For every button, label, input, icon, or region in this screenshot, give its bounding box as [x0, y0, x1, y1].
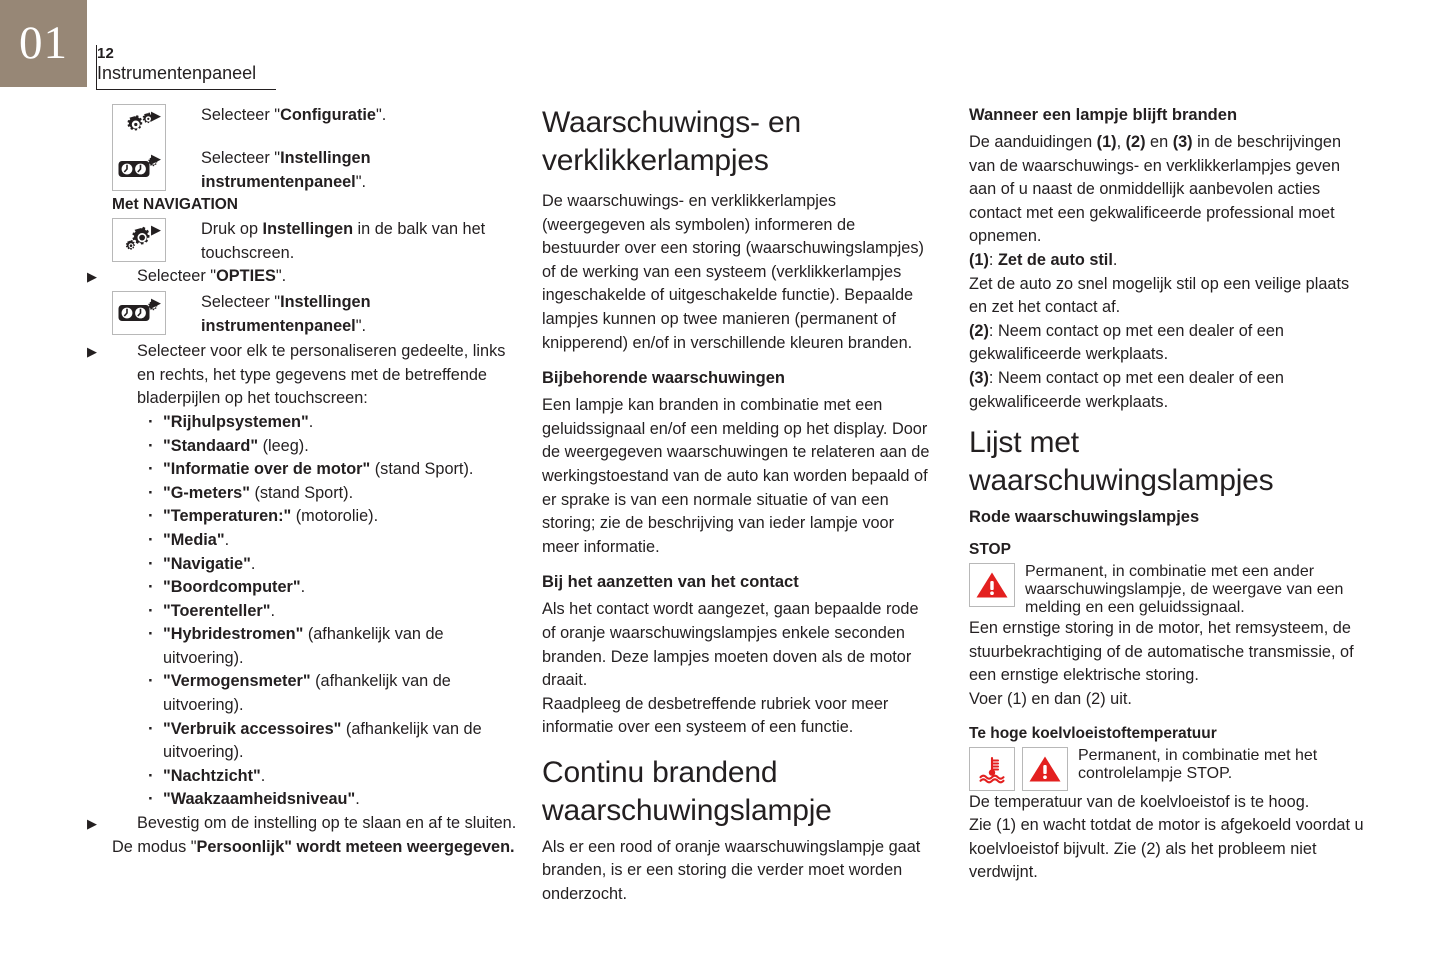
step-instellingen1-bold: Instellingen instrumentenpaneel [201, 149, 371, 191]
option-bold: "Media" [163, 530, 225, 549]
page-section-title: Instrumentenpaneel [97, 63, 257, 83]
option-rest: (afhankelijk van de uitvoering). [163, 672, 451, 715]
step-opties [112, 265, 526, 289]
coolant-body-2: Zie (1) en wacht totdat de motor is afgekoeld voordat u koelvloeistof bijvult. Zie (2) als het probleem niet verdwijnt. [969, 816, 1364, 882]
option-rest: (stand Sport). [249, 483, 354, 502]
list-item [146, 435, 526, 459]
option-bold: "Toerenteller" [163, 601, 271, 620]
stop-icon-group [969, 563, 1015, 607]
step-configuratie-bold: Configuratie [280, 106, 376, 124]
step-marker [176, 291, 201, 315]
heading-bij-het-aanzetten: Bij het aanzetten van het contact [542, 573, 799, 592]
option-bold: "Navigatie" [163, 554, 251, 573]
coolant-warning-row [969, 747, 1365, 791]
list-item [146, 623, 526, 670]
coolant-icon-text: Permanent, in combinatie met het controlelampje STOP. [1078, 746, 1318, 782]
ref-1: (1) [1096, 133, 1117, 151]
step-opties-bold: OPTIES [216, 267, 276, 286]
step-marker [176, 104, 201, 128]
list-item [146, 458, 526, 482]
item-3-body: : Neem contact op met een dealer of een gekwalificeerde werkplaats. [969, 368, 1284, 411]
section-title-lijst: Lijst met waarschuwingslampjes [969, 426, 1274, 498]
option-rest: . [270, 601, 275, 620]
step-bevestig-text: Bevestig om de instelling op te slaan en af te sluiten. [137, 814, 517, 833]
chapter-badge [0, 0, 87, 87]
list-item [146, 553, 526, 577]
column-3 [961, 104, 1373, 960]
item-2-label: (2) [969, 321, 989, 340]
ref-3: (3) [1172, 133, 1193, 151]
item-1-body: Zet de auto zo snel mogelijk stil op een veilige plaats en zet het contact af. [969, 274, 1350, 317]
option-rest: (afhankelijk van de uitvoering). [163, 719, 482, 762]
coolant-body-1: De temperatuur van de koelvloeistof is te hoog. [969, 792, 1310, 811]
wanneer-post: in de beschrijvingen van de waarschuwings- en verklikkerlampjes geven aan of u naast de onmiddellijk aanbevolen acties contact met een gekwalificeerde professional moet opnemen. [969, 133, 1342, 246]
option-rest: . [224, 530, 230, 549]
step-instellingen2-pre: Selecteer " [201, 292, 281, 311]
heading-met-navigation: Met NAVIGATION [112, 196, 239, 214]
step-druk-bold: Instellingen [262, 220, 354, 239]
coolant-temperature-icon [975, 754, 1009, 784]
column-2 [534, 104, 939, 960]
heading-bijbehorende-waarschuwingen: Bijbehorende waarschuwingen [542, 369, 785, 388]
step-bevestig [112, 812, 526, 836]
list-item [146, 718, 526, 765]
step-configuratie-text [166, 104, 526, 128]
option-rest: . [300, 578, 306, 597]
red-warning-triangle-icon [975, 570, 1009, 600]
option-rest: (stand Sport). [370, 460, 474, 479]
page-header [0, 0, 1445, 96]
page-number: 12 [97, 45, 115, 62]
step-opties-pre: Selecteer " [137, 267, 217, 286]
step-marker [176, 218, 201, 242]
step-marker [112, 812, 137, 836]
step-marker [176, 147, 201, 171]
stop-body-1: Een ernstige storing in de motor, het remsysteem, de stuurbekrachtiging of de automatische transmissie, of een ernstige elektrische storing. [969, 619, 1354, 685]
step-druk-row [112, 218, 526, 265]
content-columns [0, 104, 1445, 960]
body-contact-1: Als het contact wordt aangezet, gaan bepaalde rode of oranje waarschuwingslampjes enkele seconden branden. Deze lampjes moeten doven als de motor draait. [542, 600, 919, 690]
step-opties-post: ". [275, 267, 287, 286]
red-warning-triangle-icon-box [969, 563, 1015, 607]
option-rest: . [355, 790, 360, 809]
option-bold: "Vermogensmeter" [163, 672, 311, 691]
item-1-bold: Zet de auto stil [997, 250, 1113, 269]
section-title-waarschuwings: Waarschuwings- en verklikkerlampjes [542, 106, 801, 177]
item-3-label: (3) [969, 368, 989, 387]
coolant-temperature-icon-box [969, 747, 1015, 791]
step-instellingen1-row [112, 147, 526, 194]
red-warning-triangle-icon [1028, 754, 1062, 784]
ref-2: (2) [1125, 133, 1146, 151]
option-bold: "Nachtzicht" [163, 766, 261, 785]
item-2-line [969, 320, 1365, 367]
option-rest: (leeg). [258, 436, 309, 455]
step-personaliseren-text: Selecteer voor elk te personaliseren gedeelte, links en rechts, het type gegevens met de betreffende bladerpijlen op het touchscreen: [137, 342, 506, 408]
list-item [146, 576, 526, 600]
wanneer-mid1: , [1116, 133, 1126, 151]
item-3-line [969, 367, 1365, 414]
step-instellingen1-text [166, 147, 526, 194]
list-item [146, 529, 526, 553]
option-rest: (motorolie). [291, 507, 379, 526]
list-item [146, 411, 526, 435]
column-1 [104, 104, 534, 960]
item-1-line: (1): Zet de auto stil. [969, 250, 1118, 269]
step-configuratie-post: ". [375, 106, 387, 124]
list-item [146, 600, 526, 624]
coolant-icon-group [969, 747, 1068, 791]
option-rest: . [308, 412, 314, 431]
step-configuratie-pre: Selecteer " [201, 106, 281, 124]
heading-koelvloeistof: Te hoge koelvloeistoftemperatuur [969, 724, 1217, 742]
header-text-block [97, 45, 256, 84]
body-contact-2: Raadpleeg de desbetreffende rubriek voor meer informatie over een systeem of een functie. [542, 694, 889, 737]
option-bold: "Waakzaamheidsniveau" [163, 790, 356, 809]
personalisation-options-list [146, 411, 526, 812]
modus-pre: De modus " [112, 837, 197, 856]
item-1-tail: . [1112, 250, 1118, 269]
item-1-label: (1) [969, 250, 989, 269]
list-item [146, 505, 526, 529]
step-instellingen2-bold: Instellingen instrumentenpaneel [201, 292, 371, 335]
step-druk-text [166, 218, 526, 265]
heading-stop: STOP [969, 541, 1011, 559]
option-bold: "Temperaturen:" [163, 507, 292, 526]
option-bold: "Hybridestromen" [163, 625, 304, 644]
wanneer-mid2: en [1145, 133, 1173, 151]
red-warning-triangle-icon-box-2 [1022, 747, 1068, 791]
header-horizontal-rule [96, 89, 276, 90]
option-bold: "Rijhulpsystemen" [163, 412, 309, 431]
modus-bold: Persoonlijk" wordt meteen weergegeven. [196, 837, 515, 856]
step-marker [112, 265, 137, 289]
step-druk-pre: Druk op [201, 220, 263, 239]
section-title-continu: Continu brandend waarschuwingslampje [542, 755, 832, 827]
heading-wanneer-lampje: Wanneer een lampje blijft branden [969, 106, 1238, 124]
option-rest: . [260, 766, 266, 785]
step-instellingen2-text [166, 291, 526, 338]
option-bold: "Boordcomputer" [163, 578, 301, 597]
option-bold: "G-meters" [163, 483, 250, 502]
body-bijbehorende: Een lampje kan branden in combinatie met een geluidssignaal en/of een melding op het display. Door de weergegeven waarschuwingen te relateren aan de werkingstoestand van de auto kan worden bepaald of er sprake is van een normale situatie of van een storing; zie de beschrijving van ieder lampje voor meer informatie. [542, 396, 930, 556]
heading-rode-waarschuwingslampjes: Rode waarschuwingslampjes [969, 508, 1200, 527]
chapter-number: 01 [19, 17, 68, 69]
step-configuratie-row [112, 104, 526, 148]
step-instellingen2-post: ". [355, 316, 367, 335]
option-bold: "Verbruik accessoires" [163, 719, 342, 738]
intro-paragraph: De waarschuwings- en verklikkerlampjes (weergegeven als symbolen) informeren de bestuurder over een storing (waarschuwingslampjes) of de werking van een systeem (verklikkerlampjes ingeschakelde of uitgeschakelde functie). Bepaalde lampjes kunnen op twee manieren (permanent of knipperend) en/of in verschillende kleuren branden. [542, 192, 924, 352]
item-2-body: : Neem contact op met een dealer of een gekwalificeerde werkplaats. [969, 321, 1284, 364]
option-bold: "Standaard" [163, 436, 259, 455]
list-item [146, 788, 526, 812]
list-item [146, 670, 526, 717]
step-instellingen1-post: ". [355, 172, 367, 191]
body-wanneer [969, 131, 1365, 249]
stop-body-2: Voer (1) en dan (2) uit. [969, 689, 1132, 708]
step-marker [112, 340, 137, 364]
wanneer-pre: De aanduidingen [969, 133, 1097, 151]
step-instellingen2-row [112, 291, 526, 338]
body-continu: Als er een rood of oranje waarschuwingslampje gaat branden, is er een storing die verder moet worden onderzocht. [542, 837, 921, 904]
option-bold: "Informatie over de motor" [163, 460, 371, 479]
stop-warning-row [969, 563, 1365, 617]
list-item [146, 482, 526, 506]
modus-persoonlijk-line [112, 836, 526, 860]
list-item [146, 765, 526, 789]
step-instellingen1-pre: Selecteer " [201, 149, 281, 167]
step-personaliseren [112, 340, 526, 411]
option-rest: . [250, 554, 256, 573]
option-rest: (afhankelijk van de uitvoering). [163, 625, 444, 667]
stop-icon-text: Permanent, in combinatie met een ander waarschuwingslampje, de weergave van een melding en een geluidssignaal. [1025, 563, 1344, 617]
step-druk-post: in de balk van het touchscreen. [201, 220, 486, 262]
